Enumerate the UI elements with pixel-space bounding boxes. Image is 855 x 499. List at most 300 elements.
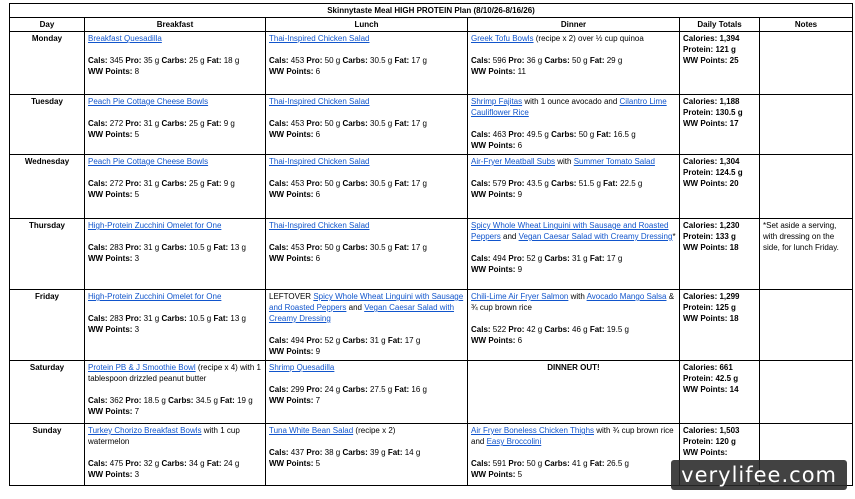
header-breakfast: Breakfast: [85, 18, 266, 32]
macro-carbs-value: 30.5 g: [370, 56, 393, 65]
macro-label: Pro:: [125, 314, 142, 323]
recipe-link[interactable]: Cilantro Lime Cauliflower Rice: [471, 97, 667, 117]
recipe-link[interactable]: Vegan Caesar Salad with Creamy Dressing: [518, 232, 673, 241]
macro-line: [88, 118, 262, 129]
total-line: [683, 167, 756, 178]
macro-label: Cals:: [269, 336, 289, 345]
meal-text: (recipe x 2) over ½ cup quinoa: [533, 34, 644, 43]
daily-totals-cell: [680, 155, 760, 219]
macro-carbs-value: 25 g: [189, 179, 205, 188]
lunch-cell: [266, 361, 468, 424]
macro-label: Carbs:: [544, 254, 570, 263]
meal-text: (recipe x 2): [353, 426, 396, 435]
macro-pro-value: 50 g: [526, 459, 543, 468]
recipe-link[interactable]: Air Fryer Boneless Chicken Thighs: [471, 426, 595, 435]
macro-label: Cals:: [88, 243, 108, 252]
total-calories-value: 1,394: [719, 34, 740, 43]
total-label: WW Points:: [683, 448, 728, 457]
recipe-link[interactable]: Peach Pie Cottage Cheese Bowls: [88, 157, 209, 166]
dinner-cell: [468, 290, 680, 361]
total-protein-value: 120 g: [715, 437, 736, 446]
spacer: [88, 384, 262, 395]
meal-description: [471, 96, 676, 118]
meal-text: and: [346, 303, 365, 312]
ww-value: 6: [315, 254, 321, 263]
macro-fat-value: 17 g: [411, 179, 427, 188]
daily-totals-cell: [680, 361, 760, 424]
macro-pro-value: 36 g: [526, 56, 543, 65]
macro-fat-value: 24 g: [223, 459, 240, 468]
dinner-cell: [468, 219, 680, 290]
total-label: Protein:: [683, 374, 714, 383]
ww-line: [471, 469, 676, 480]
ww-label: WW Points:: [269, 254, 314, 263]
total-line: [683, 33, 756, 44]
macro-label: Cals:: [88, 396, 108, 405]
macro-label: Fat:: [206, 119, 222, 128]
total-label: WW Points:: [683, 243, 728, 252]
daily-totals-cell: [680, 95, 760, 155]
macro-pro-value: 49.5 g: [526, 130, 549, 139]
day-row: [10, 155, 853, 219]
recipe-link[interactable]: Protein PB & J Smoothie Bowl: [88, 363, 196, 372]
macro-cals-value: 345: [109, 56, 124, 65]
spacer: [88, 44, 262, 55]
macro-label: Pro:: [306, 179, 323, 188]
ww-line: [269, 129, 464, 140]
macro-cals-value: 437: [290, 448, 305, 457]
macro-pro-value: 42 g: [526, 325, 543, 334]
plan-title: Skinnytaste Meal HIGH PROTEIN Plan (8/10/26-8/16/26): [10, 4, 853, 18]
macro-label: Fat:: [589, 325, 605, 334]
macro-pro-value: 50 g: [324, 56, 341, 65]
day-name: Monday: [10, 32, 85, 95]
notes-cell: [760, 290, 853, 361]
macro-label: Pro:: [508, 254, 525, 263]
meal-description: [269, 220, 464, 231]
spacer: [269, 436, 464, 447]
macro-label: Cals:: [471, 179, 491, 188]
ww-label: WW Points:: [269, 67, 314, 76]
total-label: Calories:: [683, 426, 718, 435]
macro-label: Fat:: [387, 448, 403, 457]
macro-label: Carbs:: [342, 448, 368, 457]
total-line: [683, 242, 756, 253]
macro-pro-value: 18.5 g: [143, 396, 166, 405]
macro-carbs-value: 30.5 g: [370, 243, 393, 252]
macro-carbs-value: 50 g: [578, 130, 595, 139]
macro-cals-value: 453: [290, 56, 305, 65]
recipe-link[interactable]: Chili-Lime Air Fryer Salmon: [471, 292, 569, 301]
total-line: [683, 156, 756, 167]
meal-text: with 1 ounce avocado and: [522, 97, 620, 106]
ww-line: [88, 324, 262, 335]
recipe-link[interactable]: Thai-Inspired Chicken Salad: [269, 221, 370, 230]
ww-label: WW Points:: [88, 470, 133, 479]
recipe-link[interactable]: Avocado Mango Salsa: [586, 292, 667, 301]
total-label: Protein:: [683, 303, 714, 312]
macro-line: [471, 55, 676, 66]
ww-line: [88, 469, 262, 480]
total-protein-value: 130.5 g: [715, 108, 743, 117]
spacer: [269, 44, 464, 55]
macro-label: Pro:: [508, 56, 525, 65]
macro-cals-value: 272: [109, 119, 124, 128]
spacer: [269, 231, 464, 242]
total-label: WW Points:: [683, 179, 728, 188]
ww-value: 6: [517, 336, 523, 345]
macro-label: Fat:: [206, 459, 222, 468]
macro-label: Cals:: [471, 459, 491, 468]
macro-cals-value: 272: [109, 179, 124, 188]
ww-value: 5: [134, 190, 140, 199]
ww-line: [269, 346, 464, 357]
total-line: [683, 425, 756, 436]
ww-label: WW Points:: [269, 130, 314, 139]
spacer: [269, 373, 464, 384]
macro-pro-value: 50 g: [324, 179, 341, 188]
macro-carbs-value: 10.5 g: [189, 314, 212, 323]
spacer: [471, 118, 676, 129]
macro-label: Carbs:: [161, 314, 187, 323]
meal-description: [471, 33, 676, 44]
macro-label: Pro:: [306, 385, 323, 394]
ww-label: WW Points:: [88, 254, 133, 263]
total-line: [683, 107, 756, 118]
recipe-link[interactable]: Greek Tofu Bowls: [471, 34, 534, 43]
ww-value: 3: [134, 470, 140, 479]
macro-label: Carbs:: [342, 119, 368, 128]
macro-line: [88, 458, 262, 469]
total-label: WW Points:: [683, 56, 728, 65]
ww-value: 11: [517, 67, 526, 76]
macro-carbs-value: 31 g: [572, 254, 588, 263]
macro-line: [269, 384, 464, 395]
ww-label: WW Points:: [88, 130, 133, 139]
macro-label: Fat:: [213, 243, 229, 252]
total-label: Protein:: [683, 232, 714, 241]
macro-pro-value: 31 g: [143, 179, 160, 188]
spacer: [471, 44, 676, 55]
day-row: [10, 95, 853, 155]
macro-pro-value: 50 g: [324, 243, 341, 252]
macro-label: Carbs:: [161, 56, 187, 65]
total-label: Calories:: [683, 157, 718, 166]
total-line: [683, 447, 756, 458]
macro-label: Pro:: [306, 448, 323, 457]
total-calories-value: 1,230: [719, 221, 740, 230]
recipe-link[interactable]: Breakfast Quesadilla: [88, 34, 162, 43]
total-line: [683, 302, 756, 313]
total-protein-value: 133 g: [715, 232, 736, 241]
dinner-cell: [468, 424, 680, 486]
macro-cals-value: 596: [492, 56, 507, 65]
macro-label: Fat:: [220, 396, 235, 405]
spacer: [269, 107, 464, 118]
breakfast-cell: [85, 424, 266, 486]
spacer: [471, 313, 676, 324]
macro-label: Carbs:: [161, 459, 187, 468]
ww-line: [471, 189, 676, 200]
dinner-cell: [468, 32, 680, 95]
total-protein-value: 42.5 g: [715, 374, 739, 383]
recipe-link[interactable]: Shrimp Quesadilla: [269, 363, 335, 372]
macro-fat-value: 17 g: [606, 254, 623, 263]
daily-totals-cell: [680, 219, 760, 290]
macro-carbs-value: 30.5 g: [370, 119, 393, 128]
macro-label: Pro:: [508, 325, 525, 334]
total-label: WW Points:: [683, 119, 728, 128]
ww-line: [471, 140, 676, 151]
total-protein-value: 121 g: [715, 45, 736, 54]
meal-description: [88, 96, 262, 107]
day-name: Sunday: [10, 424, 85, 486]
ww-value: 3: [134, 325, 140, 334]
header-row: [10, 18, 853, 32]
macro-carbs-value: 39 g: [370, 448, 386, 457]
total-line: [683, 220, 756, 231]
macro-carbs-value: 50 g: [572, 56, 588, 65]
ww-line: [269, 253, 464, 264]
ww-line: [471, 335, 676, 346]
recipe-link[interactable]: Thai-Inspired Chicken Salad: [269, 34, 370, 43]
recipe-link[interactable]: Easy Broccolini: [486, 437, 542, 446]
macro-label: Carbs:: [342, 179, 368, 188]
breakfast-cell: [85, 290, 266, 361]
total-line: [683, 291, 756, 302]
day-name: Wednesday: [10, 155, 85, 219]
ww-value: 7: [134, 407, 140, 416]
macro-label: Carbs:: [551, 130, 577, 139]
ww-label: WW Points:: [88, 407, 133, 416]
notes-cell: [760, 361, 853, 424]
day-row: [10, 219, 853, 290]
macro-label: Pro:: [306, 336, 323, 345]
breakfast-cell: [85, 32, 266, 95]
spacer: [88, 231, 262, 242]
meal-description: [269, 362, 464, 373]
total-calories-value: 1,304: [719, 157, 740, 166]
ww-label: WW Points:: [269, 347, 314, 356]
macro-label: Pro:: [125, 459, 142, 468]
ww-line: [88, 66, 262, 77]
spacer: [471, 167, 676, 178]
spacer: [471, 447, 676, 458]
notes-cell: [760, 32, 853, 95]
macro-label: Carbs:: [161, 243, 187, 252]
meal-description: [269, 156, 464, 167]
macro-fat-value: 17 g: [404, 336, 421, 345]
macro-label: Carbs:: [342, 336, 368, 345]
header-notes: Notes: [760, 18, 853, 32]
recipe-link[interactable]: Vegan Caesar Salad with Creamy Dressing: [269, 303, 455, 323]
macro-cals-value: 453: [290, 179, 305, 188]
recipe-link[interactable]: High-Protein Zucchini Omelet for One: [88, 221, 222, 230]
macro-carbs-value: 27.5 g: [370, 385, 393, 394]
macro-pro-value: 52 g: [324, 336, 341, 345]
recipe-link[interactable]: Air-Fryer Meatball Subs: [471, 157, 556, 166]
meal-description: [88, 291, 262, 302]
macro-label: Cals:: [88, 56, 108, 65]
recipe-link[interactable]: Tuna White Bean Salad: [269, 426, 354, 435]
macro-label: Fat:: [206, 56, 222, 65]
total-label: Calories:: [683, 221, 718, 230]
macro-fat-value: 17 g: [411, 56, 427, 65]
macro-carbs-value: 31 g: [370, 336, 386, 345]
total-label: Protein:: [683, 437, 714, 446]
meal-description: [269, 33, 464, 44]
meal-description: [269, 425, 464, 436]
meal-text: with 1 cup watermelon: [88, 426, 240, 446]
macro-label: Carbs:: [342, 243, 368, 252]
recipe-link[interactable]: Spicy Whole Wheat Linguini with Sausage and Roasted Peppers: [471, 221, 669, 241]
macro-label: Pro:: [508, 179, 525, 188]
macro-fat-value: 13 g: [230, 243, 246, 252]
macro-fat-value: 29 g: [606, 56, 623, 65]
meal-description: [88, 33, 262, 44]
macro-label: Cals:: [269, 385, 289, 394]
spacer: [88, 302, 262, 313]
macro-line: [471, 324, 676, 335]
total-label: Protein:: [683, 45, 714, 54]
macro-fat-value: 22.5 g: [620, 179, 643, 188]
macro-label: Fat:: [394, 243, 410, 252]
day-name: Tuesday: [10, 95, 85, 155]
meal-description: [88, 156, 262, 167]
ww-value: 6: [315, 190, 321, 199]
ww-line: [88, 253, 262, 264]
spacer: [88, 167, 262, 178]
total-ww-value: 18: [729, 314, 739, 323]
recipe-link[interactable]: Thai-Inspired Chicken Salad: [269, 97, 370, 106]
macro-cals-value: 453: [290, 119, 305, 128]
macro-cals-value: 591: [492, 459, 507, 468]
macro-fat-value: 19.5 g: [606, 325, 629, 334]
macro-label: Pro:: [125, 119, 142, 128]
total-calories-value: 661: [719, 363, 733, 372]
recipe-link[interactable]: Spicy Whole Wheat Linguini with Sausage and Roasted Peppers: [269, 292, 464, 312]
ww-label: WW Points:: [471, 190, 516, 199]
total-ww-value: 18: [729, 243, 739, 252]
macro-pro-value: 31 g: [143, 119, 160, 128]
ww-value: 6: [315, 67, 321, 76]
ww-label: WW Points:: [471, 470, 516, 479]
recipe-link[interactable]: Peach Pie Cottage Cheese Bowls: [88, 97, 209, 106]
macro-label: Cals:: [269, 119, 289, 128]
macro-pro-value: 35 g: [143, 56, 160, 65]
meal-description: [471, 220, 676, 242]
total-label: Calories:: [683, 97, 718, 106]
macro-fat-value: 19 g: [237, 396, 253, 405]
macro-fat-value: 13 g: [230, 314, 246, 323]
macro-cals-value: 475: [109, 459, 124, 468]
dinner-cell: [468, 95, 680, 155]
total-label: Protein:: [683, 108, 714, 117]
ww-label: WW Points:: [269, 396, 314, 405]
macro-line: [88, 313, 262, 324]
ww-line: [269, 458, 464, 469]
macro-line: [88, 242, 262, 253]
ww-label: WW Points:: [471, 141, 516, 150]
macro-label: Cals:: [269, 179, 289, 188]
macro-label: Cals:: [471, 130, 491, 139]
total-line: [683, 436, 756, 447]
macro-label: Pro:: [125, 56, 142, 65]
meal-description: [471, 156, 676, 167]
macro-line: [269, 335, 464, 346]
macro-label: Pro:: [125, 179, 142, 188]
lunch-cell: [266, 219, 468, 290]
macro-label: Carbs:: [168, 396, 194, 405]
ww-label: WW Points:: [471, 67, 516, 76]
ww-label: WW Points:: [269, 190, 314, 199]
total-calories-value: 1,299: [719, 292, 740, 301]
macro-label: Fat:: [206, 179, 222, 188]
macro-cals-value: 299: [290, 385, 305, 394]
recipe-link[interactable]: Turkey Chorizo Breakfast Bowls: [88, 426, 202, 435]
ww-label: WW Points:: [471, 265, 516, 274]
total-label: WW Points:: [683, 385, 728, 394]
macro-pro-value: 50 g: [324, 119, 341, 128]
macro-fat-value: 16.5 g: [613, 130, 636, 139]
macro-label: Carbs:: [342, 56, 368, 65]
header-dinner: Dinner: [468, 18, 680, 32]
spacer: [88, 107, 262, 118]
macro-label: Fat:: [394, 119, 410, 128]
recipe-link[interactable]: Summer Tomato Salad: [573, 157, 655, 166]
ww-label: WW Points:: [88, 325, 133, 334]
meal-text: LEFTOVER: [269, 292, 314, 301]
macro-cals-value: 283: [109, 314, 124, 323]
macro-line: [88, 178, 262, 189]
meal-description: [88, 425, 262, 447]
meal-text: with ¾ cup brown rice and: [471, 426, 674, 446]
spacer: [88, 447, 262, 458]
total-line: [683, 55, 756, 66]
total-label: Calories:: [683, 363, 718, 372]
ww-label: WW Points:: [269, 459, 314, 468]
notes-cell: [760, 95, 853, 155]
macro-label: Carbs:: [544, 56, 570, 65]
macro-label: Pro:: [306, 243, 323, 252]
ww-value: 9: [517, 265, 523, 274]
ww-line: [471, 264, 676, 275]
macro-label: Carbs:: [161, 179, 187, 188]
total-ww-value: 14: [729, 385, 739, 394]
recipe-link[interactable]: High-Protein Zucchini Omelet for One: [88, 292, 222, 301]
meal-text: with: [568, 292, 587, 301]
macro-label: Carbs:: [161, 119, 187, 128]
total-line: [683, 44, 756, 55]
recipe-link[interactable]: Shrimp Fajitas: [471, 97, 523, 106]
recipe-link[interactable]: Thai-Inspired Chicken Salad: [269, 157, 370, 166]
macro-label: Carbs:: [544, 325, 570, 334]
macro-label: Pro:: [125, 396, 142, 405]
macro-label: Pro:: [306, 119, 323, 128]
total-line: [683, 118, 756, 129]
ww-label: WW Points:: [88, 190, 133, 199]
macro-label: Fat:: [596, 130, 612, 139]
macro-carbs-value: 51.5 g: [578, 179, 601, 188]
macro-label: Pro:: [508, 130, 525, 139]
day-name: Thursday: [10, 219, 85, 290]
total-label: WW Points:: [683, 314, 728, 323]
total-label: Calories:: [683, 34, 718, 43]
macro-cals-value: 579: [492, 179, 507, 188]
total-calories-value: 1,188: [719, 97, 740, 106]
breakfast-cell: [85, 219, 266, 290]
macro-fat-value: 17 g: [411, 243, 427, 252]
